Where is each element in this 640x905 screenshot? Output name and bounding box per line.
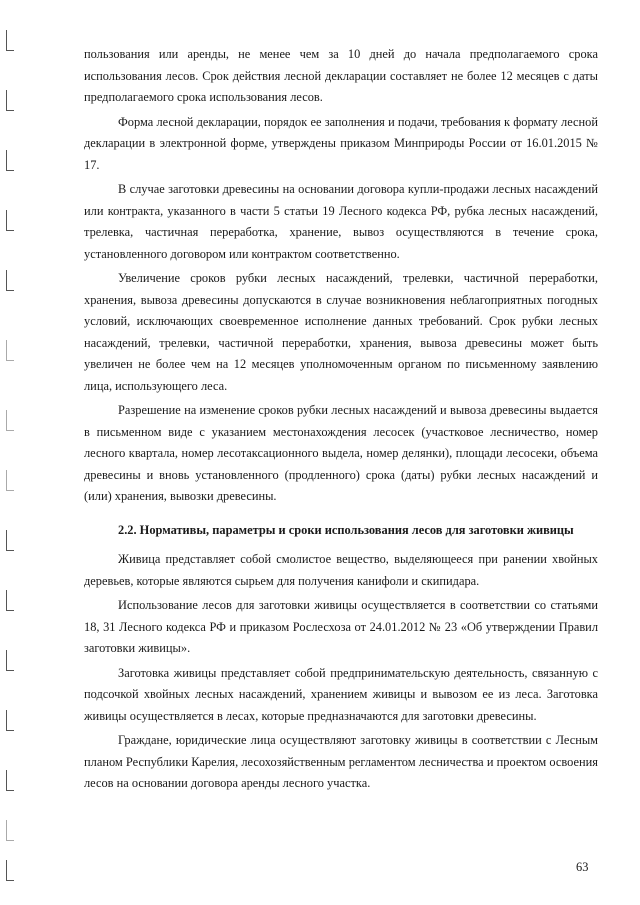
margin-mark (6, 410, 14, 431)
margin-mark (6, 30, 14, 51)
margin-mark (6, 270, 14, 291)
margin-mark (6, 470, 14, 491)
paragraph: В случае заготовки древесины на основании договора купли-продажи лесных насаждений или контракта, указанного в части 5 статьи 19 Лесного кодекса РФ, рубка лесных насаждений, трелевка, частичная переработка, хранение, вывоз осуществляются в течение срока, установленного договором или контрактом соответственно. (84, 182, 598, 261)
paragraph: Разрешение на изменение сроков рубки лесных насаждений и вывоза древесины выдается в письменном виде с указанием местонахождения лесосек (участковое лесничество, номер лесного квартала, номер лесотаксационного выдела, номер делянки), площади лесосеки, объема древесины и вновь установленного (продленного) срока (даты) рубки лесных насаждений и (или) хранения, вывозки древесины. (84, 403, 598, 503)
paragraph: Использование лесов для заготовки живицы осуществляется в соответствии со статьями 18, 31 Лесного кодекса РФ и приказом Рослесхоза от 24.01.2012 № 23 «Об утверждении Правил заготовки живицы». (84, 598, 598, 655)
paragraph: Форма лесной декларации, порядок ее заполнения и подачи, требования к формату лесной декларации в электронной форме, утверждены приказом Минприроды России от 16.01.2015 № 17. (84, 114, 598, 172)
margin-mark (6, 530, 14, 551)
section-heading: 2.2. Нормативы, параметры и сроки использования лесов для заготовки живицы (118, 522, 574, 537)
paragraph: Заготовка живицы представляет собой предпринимательскую деятельность, связанную с подсочкой хвойных лесных насаждений, хранением живицы и вывозом ее из леса. Заготовка живицы осуществляется в лесах, которые предназначаются для заготовки древесины. (84, 665, 598, 723)
margin-mark (6, 90, 14, 111)
margin-mark (6, 150, 14, 171)
paragraph: Граждане, юридические лица осуществляют заготовку живицы в соответствии с Лесным планом Республики Карелия, лесохозяйственным регламентом лесничества и проектом освоения лесов на основании договора аренды лесного участка. (84, 733, 598, 790)
margin-mark (6, 710, 14, 731)
document-body (84, 44, 598, 798)
binding-margin-marks (6, 30, 14, 890)
margin-mark (6, 340, 14, 361)
paragraph: пользования или аренды, не менее чем за 10 дней до начала предполагаемого срока использования лесов. Срок действия лесной декларации составляет не более 12 месяцев с даты предполагаемого срока использования лесов. (84, 47, 598, 104)
margin-mark (6, 860, 14, 881)
page-number: 63 (576, 860, 589, 874)
paragraph: Живица представляет собой смолистое вещество, выделяющееся при ранении хвойных деревьев, которые являются сырьем для получения канифоли и скипидара. (84, 552, 598, 588)
margin-mark (6, 650, 14, 671)
margin-mark (6, 210, 14, 231)
margin-mark (6, 820, 14, 841)
paragraph: Увеличение сроков рубки лесных насаждений, трелевки, частичной переработки, хранения, вывоза древесины допускаются в случае возникновения неблагоприятных погодных условий, исключающих своевременное исполнение данных требований. Срок рубки лесных насаждений, трелевки, частичной переработки, хранения, вывоза древесины может быть увеличен не более чем на 12 месяцев уполномоченным органом по письменному заявлению лица, использующего леса. (84, 271, 598, 393)
margin-mark (6, 770, 14, 791)
margin-mark (6, 590, 14, 611)
